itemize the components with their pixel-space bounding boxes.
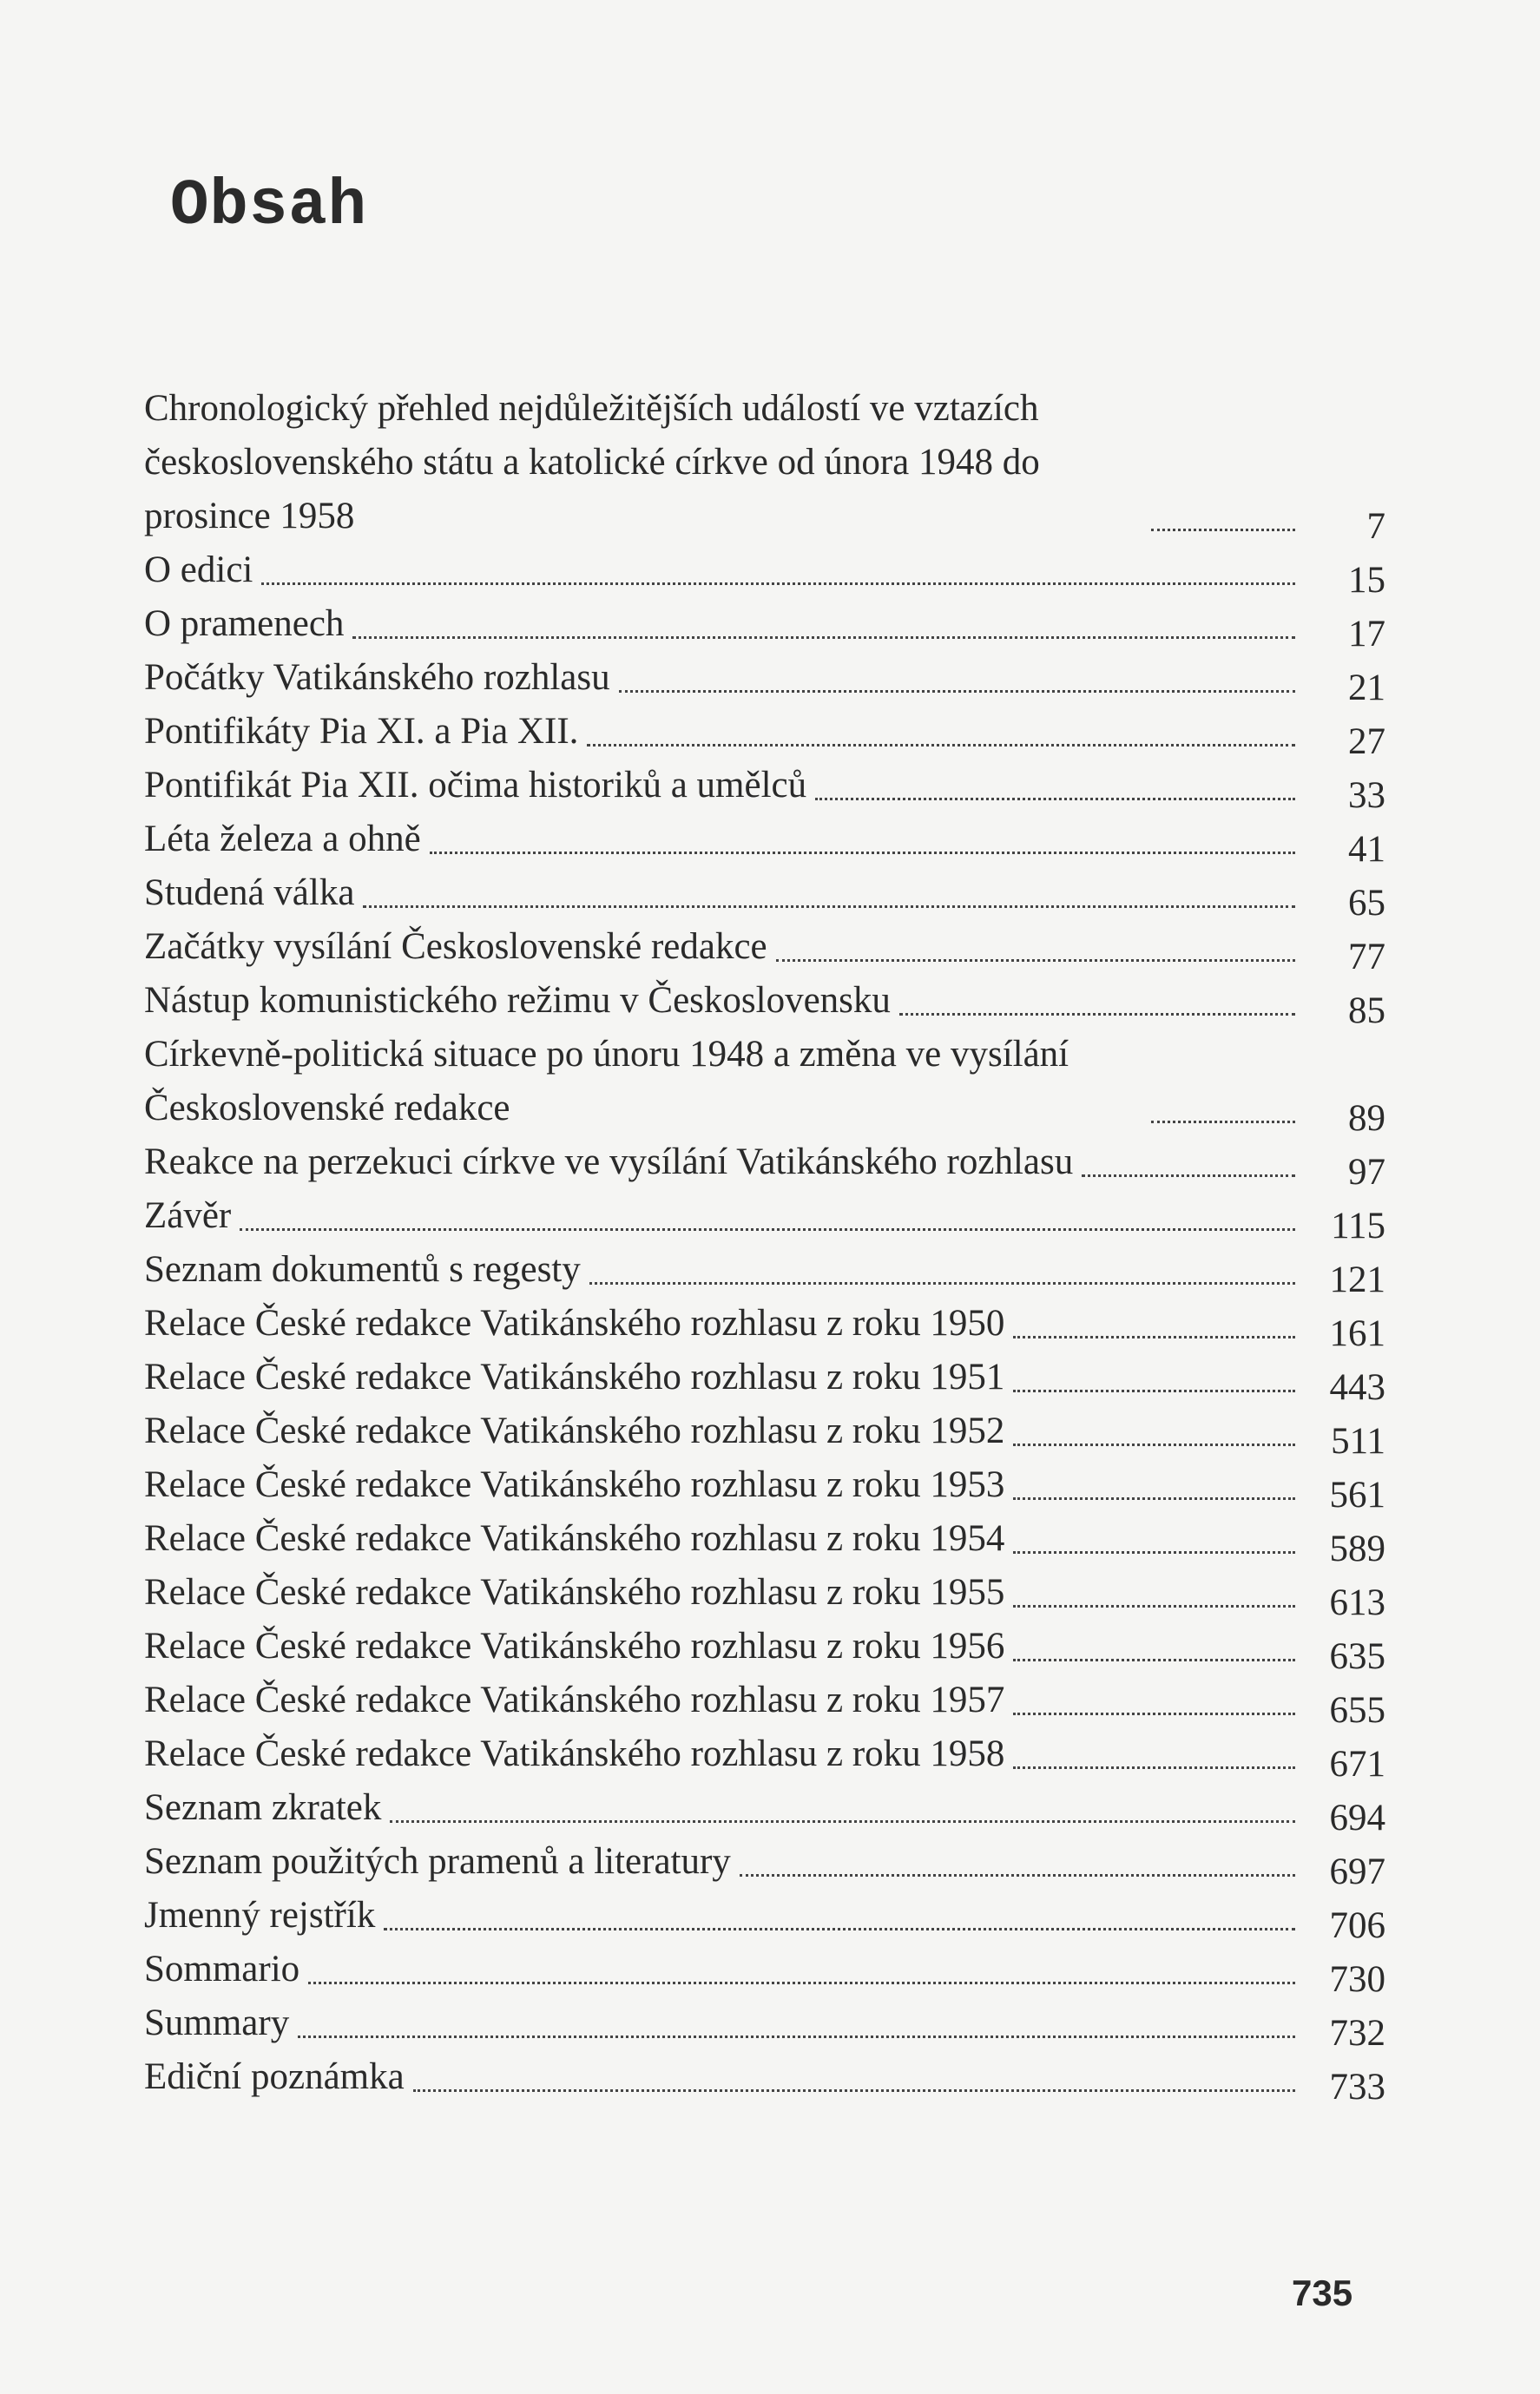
dot-leader xyxy=(899,1013,1295,1016)
toc-entry-label: Relace České redakce Vatikánského rozhlasu z roku 1957 xyxy=(144,1680,1005,1720)
toc-entry-page: 21 xyxy=(1348,668,1385,708)
toc-entry xyxy=(144,382,1385,547)
toc-entry xyxy=(144,1889,1385,1946)
dot-leader xyxy=(1151,529,1295,531)
toc-entry-page: 85 xyxy=(1348,990,1385,1031)
toc-entry xyxy=(144,1943,1385,2000)
page-title: Obsah xyxy=(170,170,368,243)
toc-entry-page: 732 xyxy=(1329,2013,1385,2054)
toc-entry xyxy=(144,1297,1385,1354)
toc-entry-page: 511 xyxy=(1331,1421,1385,1462)
toc-entry xyxy=(144,2050,1385,2108)
dot-leader xyxy=(240,1228,1295,1231)
toc-entry-page: 33 xyxy=(1348,775,1385,816)
dot-leader xyxy=(390,1820,1295,1823)
dot-leader xyxy=(261,582,1295,585)
toc-entry-page: 41 xyxy=(1348,829,1385,870)
toc-entry-label: Církevně-politická situace po únoru 1948 a změna ve vysílání Československé redakce xyxy=(144,1034,1069,1128)
toc-entry xyxy=(144,812,1385,870)
toc-entry-page: 697 xyxy=(1329,1851,1385,1892)
toc-entry xyxy=(144,1996,1385,2054)
toc-entry-label: Jmenný rejstřík xyxy=(144,1895,376,1936)
dot-leader xyxy=(1013,1390,1295,1392)
toc-entry-page: 613 xyxy=(1329,1582,1385,1623)
toc-entry-page: 17 xyxy=(1348,614,1385,654)
toc-entry xyxy=(144,705,1385,762)
toc-entry-page: 65 xyxy=(1348,883,1385,924)
toc-entry-label: Relace České redakce Vatikánského rozhlasu z roku 1958 xyxy=(144,1733,1005,1774)
toc-entry xyxy=(144,920,1385,977)
toc-entry-label: Summary xyxy=(144,2003,290,2043)
toc-entry xyxy=(144,1351,1385,1408)
toc-entry-label: Seznam dokumentů s regesty xyxy=(144,1249,581,1290)
dot-leader xyxy=(1082,1174,1295,1177)
toc-entry-page: 443 xyxy=(1329,1367,1385,1408)
toc-entry xyxy=(144,1566,1385,1623)
toc-entry-label: Pontifikát Pia XII. očima historiků a umělců xyxy=(144,765,807,806)
toc-entry xyxy=(144,597,1385,654)
toc-entry-label: Relace České redakce Vatikánského rozhlasu z roku 1952 xyxy=(144,1411,1005,1451)
toc-entry-label: Sommario xyxy=(144,1949,300,1990)
dot-leader xyxy=(308,1982,1295,1984)
toc-entry-page: 671 xyxy=(1329,1744,1385,1785)
toc-entry xyxy=(144,1620,1385,1677)
toc-entry xyxy=(144,1135,1385,1193)
dot-leader xyxy=(384,1928,1295,1930)
toc-entry-label: Relace České redakce Vatikánského rozhlasu z roku 1950 xyxy=(144,1303,1005,1344)
toc-entry xyxy=(144,1028,1385,1139)
toc-entry-label: Počátky Vatikánského rozhlasu xyxy=(144,657,610,698)
toc-entry xyxy=(144,1781,1385,1838)
dot-leader xyxy=(430,852,1295,854)
toc-entry xyxy=(144,1404,1385,1462)
page-number: 735 xyxy=(1292,2272,1353,2313)
toc-entry-label: Začátky vysílání Československé redakce xyxy=(144,926,767,967)
toc-entry-label: Relace České redakce Vatikánského rozhlasu z roku 1951 xyxy=(144,1357,1005,1398)
table-of-contents xyxy=(144,382,1385,2108)
toc-entry-page: 733 xyxy=(1329,2067,1385,2108)
dot-leader xyxy=(413,2089,1295,2092)
toc-entry xyxy=(144,1458,1385,1516)
toc-entry-label: Pontifikáty Pia XI. a Pia XII. xyxy=(144,711,579,752)
toc-entry-page: 97 xyxy=(1348,1152,1385,1193)
toc-entry xyxy=(144,1189,1385,1246)
toc-entry-page: 561 xyxy=(1329,1475,1385,1516)
toc-entry-page: 77 xyxy=(1348,937,1385,977)
dot-leader xyxy=(1013,1551,1295,1554)
dot-leader xyxy=(1013,1605,1295,1608)
dot-leader xyxy=(352,636,1295,639)
toc-entry-page: 706 xyxy=(1329,1905,1385,1946)
dot-leader xyxy=(587,744,1295,746)
dot-leader xyxy=(740,1874,1295,1877)
toc-entry-label: Ediční poznámka xyxy=(144,2056,405,2097)
dot-leader xyxy=(298,2036,1295,2038)
toc-entry-label: Nástup komunistického režimu v Československu xyxy=(144,980,891,1021)
toc-entry xyxy=(144,1835,1385,1892)
toc-entry xyxy=(144,974,1385,1031)
toc-entry-page: 27 xyxy=(1348,721,1385,762)
dot-leader xyxy=(619,690,1295,693)
toc-entry-page: 655 xyxy=(1329,1690,1385,1731)
toc-entry-page: 7 xyxy=(1366,506,1385,547)
toc-entry-page: 89 xyxy=(1348,1098,1385,1139)
dot-leader xyxy=(815,798,1295,800)
toc-entry xyxy=(144,866,1385,924)
toc-entry-label: Relace České redakce Vatikánského rozhlasu z roku 1953 xyxy=(144,1464,1005,1505)
toc-entry-page: 161 xyxy=(1329,1313,1385,1354)
toc-entry xyxy=(144,1727,1385,1785)
dot-leader xyxy=(363,905,1295,908)
toc-entry-label: Závěr xyxy=(144,1195,232,1236)
dot-leader xyxy=(1013,1713,1295,1715)
dot-leader xyxy=(1013,1497,1295,1500)
dot-leader xyxy=(1151,1121,1295,1123)
toc-entry-label: Chronologický přehled nejdůležitějších událostí ve vztazích československého státu a katolické církve od února 1948 do prosince 1958 xyxy=(144,388,1040,536)
toc-entry-label: Relace České redakce Vatikánského rozhlasu z roku 1956 xyxy=(144,1626,1005,1667)
toc-entry-label: Léta železa a ohně xyxy=(144,819,421,859)
dot-leader xyxy=(589,1282,1295,1285)
toc-entry-label: Seznam použitých pramenů a literatury xyxy=(144,1841,731,1882)
toc-entry xyxy=(144,651,1385,708)
dot-leader xyxy=(1013,1766,1295,1769)
toc-entry-page: 730 xyxy=(1329,1959,1385,2000)
toc-entry-label: O pramenech xyxy=(144,603,345,644)
toc-entry xyxy=(144,543,1385,601)
toc-entry xyxy=(144,1512,1385,1569)
dot-leader xyxy=(776,959,1295,962)
toc-entry-page: 121 xyxy=(1329,1259,1385,1300)
toc-entry-page: 635 xyxy=(1329,1636,1385,1677)
toc-entry-label: Reakce na perzekuci církve ve vysílání Vatikánského rozhlasu xyxy=(144,1141,1074,1182)
toc-entry-page: 15 xyxy=(1348,560,1385,601)
toc-entry-label: Seznam zkratek xyxy=(144,1787,382,1828)
toc-entry xyxy=(144,1674,1385,1731)
toc-entry xyxy=(144,1243,1385,1300)
toc-entry-label: O edici xyxy=(144,549,253,590)
toc-entry-page: 589 xyxy=(1329,1529,1385,1569)
toc-entry xyxy=(144,759,1385,816)
toc-entry-label: Relace České redakce Vatikánského rozhlasu z roku 1954 xyxy=(144,1518,1005,1559)
dot-leader xyxy=(1013,1336,1295,1338)
dot-leader xyxy=(1013,1444,1295,1446)
toc-entry-label: Relace České redakce Vatikánského rozhlasu z roku 1955 xyxy=(144,1572,1005,1613)
dot-leader xyxy=(1013,1659,1295,1661)
toc-entry-label: Studená válka xyxy=(144,872,355,913)
toc-entry-page: 694 xyxy=(1329,1798,1385,1838)
toc-entry-page: 115 xyxy=(1331,1206,1385,1246)
